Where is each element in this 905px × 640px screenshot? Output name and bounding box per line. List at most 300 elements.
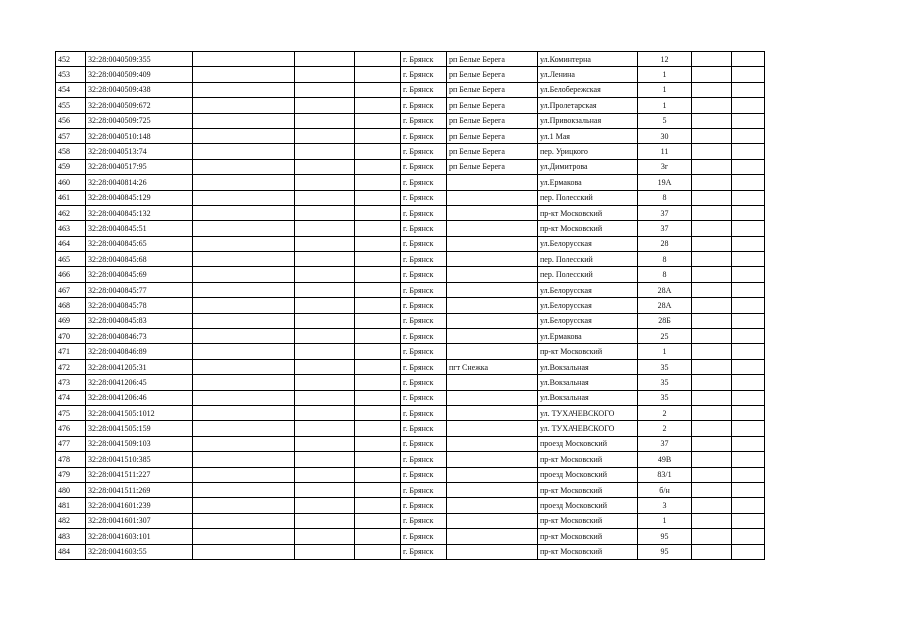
- empty-cell-4: [692, 452, 732, 467]
- settlement-cell: [447, 467, 538, 482]
- settlement-cell: [447, 175, 538, 190]
- empty-cell-1: [193, 236, 295, 251]
- street-cell: пр-кт Московский: [538, 529, 638, 544]
- empty-cell-2: [295, 405, 355, 420]
- empty-cell-3: [355, 482, 401, 497]
- empty-cell-5: [732, 82, 765, 97]
- house-number-cell: 12: [638, 52, 692, 67]
- empty-cell-2: [295, 452, 355, 467]
- cadastral-number-cell: 32:28:0040845:51: [86, 221, 193, 236]
- settlement-cell: рп Белые Берега: [447, 52, 538, 67]
- cadastral-number-cell: 32:28:0040846:73: [86, 329, 193, 344]
- empty-cell-1: [193, 221, 295, 236]
- empty-cell-2: [295, 436, 355, 451]
- row-number-cell: 470: [56, 329, 86, 344]
- row-number-cell: 475: [56, 405, 86, 420]
- empty-cell-4: [692, 128, 732, 143]
- empty-cell-1: [193, 313, 295, 328]
- cadastral-number-cell: 32:28:0041205:31: [86, 359, 193, 374]
- empty-cell-1: [193, 113, 295, 128]
- settlement-cell: рп Белые Берега: [447, 113, 538, 128]
- row-number-cell: 464: [56, 236, 86, 251]
- empty-cell-4: [692, 313, 732, 328]
- empty-cell-2: [295, 128, 355, 143]
- table-row: [56, 436, 765, 451]
- empty-cell-4: [692, 482, 732, 497]
- settlement-cell: [447, 205, 538, 220]
- empty-cell-3: [355, 390, 401, 405]
- house-number-cell: 3: [638, 498, 692, 513]
- empty-cell-1: [193, 344, 295, 359]
- cadastral-number-cell: 32:28:0041206:46: [86, 390, 193, 405]
- table-row: [56, 67, 765, 82]
- empty-cell-3: [355, 544, 401, 559]
- row-number-cell: 482: [56, 513, 86, 528]
- empty-cell-4: [692, 82, 732, 97]
- house-number-cell: 8: [638, 252, 692, 267]
- empty-cell-5: [732, 513, 765, 528]
- house-number-cell: 1: [638, 513, 692, 528]
- city-cell: г. Брянск: [401, 313, 447, 328]
- house-number-cell: 28Б: [638, 313, 692, 328]
- house-number-cell: 11: [638, 144, 692, 159]
- empty-cell-2: [295, 98, 355, 113]
- cadastral-number-cell: 32:28:0041505:1012: [86, 405, 193, 420]
- empty-cell-1: [193, 375, 295, 390]
- empty-cell-3: [355, 236, 401, 251]
- table-row: [56, 98, 765, 113]
- house-number-cell: б/н: [638, 482, 692, 497]
- empty-cell-4: [692, 513, 732, 528]
- empty-cell-4: [692, 544, 732, 559]
- city-cell: г. Брянск: [401, 498, 447, 513]
- empty-cell-3: [355, 98, 401, 113]
- house-number-cell: 2: [638, 405, 692, 420]
- street-cell: ул.Коминтерна: [538, 52, 638, 67]
- empty-cell-2: [295, 298, 355, 313]
- city-cell: г. Брянск: [401, 267, 447, 282]
- empty-cell-4: [692, 159, 732, 174]
- empty-cell-1: [193, 205, 295, 220]
- house-number-cell: 28А: [638, 282, 692, 297]
- table-row: [56, 159, 765, 174]
- city-cell: г. Брянск: [401, 421, 447, 436]
- street-cell: пер. Полесский: [538, 267, 638, 282]
- street-cell: ул.Ермакова: [538, 329, 638, 344]
- settlement-cell: [447, 452, 538, 467]
- house-number-cell: 49В: [638, 452, 692, 467]
- empty-cell-3: [355, 190, 401, 205]
- settlement-cell: рп Белые Берега: [447, 159, 538, 174]
- empty-cell-2: [295, 221, 355, 236]
- empty-cell-4: [692, 282, 732, 297]
- empty-cell-1: [193, 82, 295, 97]
- settlement-cell: рп Белые Берега: [447, 128, 538, 143]
- house-number-cell: 19А: [638, 175, 692, 190]
- street-cell: пр-кт Московский: [538, 221, 638, 236]
- city-cell: г. Брянск: [401, 113, 447, 128]
- settlement-cell: [447, 375, 538, 390]
- empty-cell-5: [732, 436, 765, 451]
- empty-cell-4: [692, 359, 732, 374]
- empty-cell-5: [732, 267, 765, 282]
- city-cell: г. Брянск: [401, 67, 447, 82]
- settlement-cell: [447, 436, 538, 451]
- cadastral-number-cell: 32:28:0040845:129: [86, 190, 193, 205]
- row-number-cell: 477: [56, 436, 86, 451]
- cadastral-number-cell: 32:28:0041509:103: [86, 436, 193, 451]
- city-cell: г. Брянск: [401, 159, 447, 174]
- settlement-cell: [447, 221, 538, 236]
- city-cell: г. Брянск: [401, 375, 447, 390]
- house-number-cell: 8: [638, 190, 692, 205]
- empty-cell-4: [692, 405, 732, 420]
- settlement-cell: [447, 190, 538, 205]
- empty-cell-3: [355, 267, 401, 282]
- city-cell: г. Брянск: [401, 298, 447, 313]
- empty-cell-2: [295, 52, 355, 67]
- row-number-cell: 476: [56, 421, 86, 436]
- street-cell: ул.Привокзальная: [538, 113, 638, 128]
- table-row: [56, 482, 765, 497]
- house-number-cell: 37: [638, 436, 692, 451]
- house-number-cell: 35: [638, 375, 692, 390]
- empty-cell-4: [692, 98, 732, 113]
- empty-cell-2: [295, 82, 355, 97]
- settlement-cell: [447, 405, 538, 420]
- empty-cell-3: [355, 175, 401, 190]
- city-cell: г. Брянск: [401, 513, 447, 528]
- row-number-cell: 459: [56, 159, 86, 174]
- street-cell: пр-кт Московский: [538, 482, 638, 497]
- house-number-cell: 1: [638, 98, 692, 113]
- empty-cell-5: [732, 452, 765, 467]
- city-cell: г. Брянск: [401, 452, 447, 467]
- empty-cell-5: [732, 52, 765, 67]
- empty-cell-2: [295, 67, 355, 82]
- empty-cell-2: [295, 175, 355, 190]
- table-row: [56, 359, 765, 374]
- empty-cell-5: [732, 359, 765, 374]
- empty-cell-5: [732, 252, 765, 267]
- empty-cell-2: [295, 329, 355, 344]
- table-row: [56, 236, 765, 251]
- cadastral-number-cell: 32:28:0040509:355: [86, 52, 193, 67]
- empty-cell-5: [732, 344, 765, 359]
- street-cell: пер. Урицкого: [538, 144, 638, 159]
- row-number-cell: 460: [56, 175, 86, 190]
- empty-cell-2: [295, 513, 355, 528]
- empty-cell-1: [193, 98, 295, 113]
- empty-cell-1: [193, 498, 295, 513]
- cadastral-number-cell: 32:28:0040513:74: [86, 144, 193, 159]
- house-number-cell: 83/1: [638, 467, 692, 482]
- empty-cell-1: [193, 52, 295, 67]
- table-row: [56, 113, 765, 128]
- table-row: [56, 298, 765, 313]
- empty-cell-4: [692, 190, 732, 205]
- row-number-cell: 481: [56, 498, 86, 513]
- empty-cell-2: [295, 544, 355, 559]
- empty-cell-2: [295, 159, 355, 174]
- city-cell: г. Брянск: [401, 98, 447, 113]
- street-cell: проезд Московский: [538, 436, 638, 451]
- row-number-cell: 469: [56, 313, 86, 328]
- street-cell: пр-кт Московский: [538, 344, 638, 359]
- empty-cell-1: [193, 329, 295, 344]
- cadastral-number-cell: 32:28:0040510:148: [86, 128, 193, 143]
- empty-cell-2: [295, 467, 355, 482]
- empty-cell-3: [355, 344, 401, 359]
- table-row: [56, 144, 765, 159]
- city-cell: г. Брянск: [401, 344, 447, 359]
- empty-cell-4: [692, 67, 732, 82]
- table-row: [56, 267, 765, 282]
- empty-cell-4: [692, 529, 732, 544]
- empty-cell-5: [732, 175, 765, 190]
- row-number-cell: 461: [56, 190, 86, 205]
- empty-cell-5: [732, 482, 765, 497]
- settlement-cell: [447, 498, 538, 513]
- cadastral-number-cell: 32:28:0041206:45: [86, 375, 193, 390]
- house-number-cell: 25: [638, 329, 692, 344]
- street-cell: пр-кт Московский: [538, 544, 638, 559]
- city-cell: г. Брянск: [401, 252, 447, 267]
- row-number-cell: 463: [56, 221, 86, 236]
- table-row: [56, 128, 765, 143]
- house-number-cell: 37: [638, 221, 692, 236]
- empty-cell-3: [355, 252, 401, 267]
- street-cell: ул.Вокзальная: [538, 359, 638, 374]
- empty-cell-5: [732, 467, 765, 482]
- city-cell: г. Брянск: [401, 144, 447, 159]
- house-number-cell: 95: [638, 544, 692, 559]
- empty-cell-4: [692, 52, 732, 67]
- empty-cell-4: [692, 344, 732, 359]
- empty-cell-4: [692, 375, 732, 390]
- city-cell: г. Брянск: [401, 236, 447, 251]
- row-number-cell: 480: [56, 482, 86, 497]
- cadastral-number-cell: 32:28:0040509:725: [86, 113, 193, 128]
- city-cell: г. Брянск: [401, 436, 447, 451]
- empty-cell-2: [295, 390, 355, 405]
- cadastral-number-cell: 32:28:0040509:672: [86, 98, 193, 113]
- cadastral-number-cell: 32:28:0041601:239: [86, 498, 193, 513]
- empty-cell-2: [295, 482, 355, 497]
- house-number-cell: 2: [638, 421, 692, 436]
- settlement-cell: [447, 313, 538, 328]
- street-cell: ул.Вокзальная: [538, 390, 638, 405]
- street-cell: ул. ТУХАЧЕВСКОГО: [538, 405, 638, 420]
- settlement-cell: [447, 482, 538, 497]
- cadastral-number-cell: 32:28:0040517:95: [86, 159, 193, 174]
- empty-cell-3: [355, 298, 401, 313]
- row-number-cell: 473: [56, 375, 86, 390]
- empty-cell-5: [732, 298, 765, 313]
- empty-cell-2: [295, 205, 355, 220]
- empty-cell-1: [193, 252, 295, 267]
- empty-cell-4: [692, 390, 732, 405]
- house-number-cell: 1: [638, 82, 692, 97]
- empty-cell-2: [295, 498, 355, 513]
- empty-cell-2: [295, 144, 355, 159]
- street-cell: пер. Полесский: [538, 190, 638, 205]
- settlement-cell: [447, 344, 538, 359]
- empty-cell-5: [732, 498, 765, 513]
- city-cell: г. Брянск: [401, 329, 447, 344]
- empty-cell-1: [193, 529, 295, 544]
- cadastral-number-cell: 32:28:0041601:307: [86, 513, 193, 528]
- empty-cell-2: [295, 313, 355, 328]
- empty-cell-4: [692, 467, 732, 482]
- empty-cell-4: [692, 113, 732, 128]
- row-number-cell: 474: [56, 390, 86, 405]
- settlement-cell: [447, 329, 538, 344]
- city-cell: г. Брянск: [401, 221, 447, 236]
- settlement-cell: [447, 282, 538, 297]
- empty-cell-5: [732, 190, 765, 205]
- settlement-cell: пгт Снежка: [447, 359, 538, 374]
- empty-cell-3: [355, 221, 401, 236]
- table-row: [56, 52, 765, 67]
- table-row: [56, 513, 765, 528]
- row-number-cell: 458: [56, 144, 86, 159]
- row-number-cell: 471: [56, 344, 86, 359]
- empty-cell-5: [732, 544, 765, 559]
- empty-cell-3: [355, 452, 401, 467]
- street-cell: проезд Московский: [538, 498, 638, 513]
- city-cell: г. Брянск: [401, 405, 447, 420]
- street-cell: ул.Белорусская: [538, 313, 638, 328]
- empty-cell-2: [295, 190, 355, 205]
- street-cell: проезд Московский: [538, 467, 638, 482]
- empty-cell-5: [732, 236, 765, 251]
- street-cell: ул.Белорусская: [538, 236, 638, 251]
- empty-cell-4: [692, 144, 732, 159]
- settlement-cell: рп Белые Берега: [447, 82, 538, 97]
- settlement-cell: рп Белые Берега: [447, 144, 538, 159]
- table-row: [56, 82, 765, 97]
- register-table: [55, 51, 765, 560]
- city-cell: г. Брянск: [401, 175, 447, 190]
- cadastral-number-cell: 32:28:0040845:77: [86, 282, 193, 297]
- city-cell: г. Брянск: [401, 467, 447, 482]
- empty-cell-3: [355, 513, 401, 528]
- city-cell: г. Брянск: [401, 128, 447, 143]
- empty-cell-4: [692, 298, 732, 313]
- table-row: [56, 221, 765, 236]
- table-row: [56, 405, 765, 420]
- row-number-cell: 484: [56, 544, 86, 559]
- city-cell: г. Брянск: [401, 82, 447, 97]
- empty-cell-5: [732, 421, 765, 436]
- settlement-cell: [447, 390, 538, 405]
- cadastral-number-cell: 32:28:0040845:69: [86, 267, 193, 282]
- cadastral-number-cell: 32:28:0040846:89: [86, 344, 193, 359]
- empty-cell-1: [193, 267, 295, 282]
- cadastral-number-cell: 32:28:0041505:159: [86, 421, 193, 436]
- empty-cell-2: [295, 113, 355, 128]
- empty-cell-1: [193, 436, 295, 451]
- cadastral-number-cell: 32:28:0040845:68: [86, 252, 193, 267]
- empty-cell-3: [355, 375, 401, 390]
- city-cell: г. Брянск: [401, 282, 447, 297]
- city-cell: г. Брянск: [401, 190, 447, 205]
- street-cell: пр-кт Московский: [538, 452, 638, 467]
- row-number-cell: 466: [56, 267, 86, 282]
- empty-cell-3: [355, 82, 401, 97]
- street-cell: ул.Белобережская: [538, 82, 638, 97]
- register-table-body: [56, 52, 765, 560]
- empty-cell-5: [732, 405, 765, 420]
- empty-cell-3: [355, 329, 401, 344]
- city-cell: г. Брянск: [401, 390, 447, 405]
- house-number-cell: 1: [638, 344, 692, 359]
- house-number-cell: 8: [638, 267, 692, 282]
- empty-cell-3: [355, 159, 401, 174]
- empty-cell-3: [355, 205, 401, 220]
- empty-cell-5: [732, 529, 765, 544]
- table-row: [56, 329, 765, 344]
- street-cell: ул.Ермакова: [538, 175, 638, 190]
- empty-cell-5: [732, 221, 765, 236]
- street-cell: ул.Ленина: [538, 67, 638, 82]
- house-number-cell: 30: [638, 128, 692, 143]
- empty-cell-3: [355, 529, 401, 544]
- empty-cell-1: [193, 298, 295, 313]
- street-cell: ул.Димитрова: [538, 159, 638, 174]
- cadastral-number-cell: 32:28:0040509:409: [86, 67, 193, 82]
- cadastral-number-cell: 32:28:0040845:83: [86, 313, 193, 328]
- house-number-cell: 37: [638, 205, 692, 220]
- settlement-cell: рп Белые Берега: [447, 98, 538, 113]
- row-number-cell: 452: [56, 52, 86, 67]
- table-row: [56, 205, 765, 220]
- empty-cell-2: [295, 252, 355, 267]
- row-number-cell: 457: [56, 128, 86, 143]
- house-number-cell: 1: [638, 67, 692, 82]
- row-number-cell: 478: [56, 452, 86, 467]
- empty-cell-1: [193, 482, 295, 497]
- city-cell: г. Брянск: [401, 205, 447, 220]
- street-cell: ул.Белорусская: [538, 282, 638, 297]
- empty-cell-2: [295, 344, 355, 359]
- table-row: [56, 452, 765, 467]
- table-row: [56, 544, 765, 559]
- empty-cell-4: [692, 175, 732, 190]
- house-number-cell: 28: [638, 236, 692, 251]
- city-cell: г. Брянск: [401, 482, 447, 497]
- cadastral-number-cell: 32:28:0041510:385: [86, 452, 193, 467]
- empty-cell-2: [295, 375, 355, 390]
- empty-cell-5: [732, 113, 765, 128]
- house-number-cell: 35: [638, 359, 692, 374]
- row-number-cell: 472: [56, 359, 86, 374]
- empty-cell-1: [193, 467, 295, 482]
- house-number-cell: 3г: [638, 159, 692, 174]
- house-number-cell: 5: [638, 113, 692, 128]
- row-number-cell: 479: [56, 467, 86, 482]
- empty-cell-3: [355, 405, 401, 420]
- cadastral-number-cell: 32:28:0040845:132: [86, 205, 193, 220]
- row-number-cell: 465: [56, 252, 86, 267]
- street-cell: ул.Пролетарская: [538, 98, 638, 113]
- empty-cell-1: [193, 513, 295, 528]
- table-row: [56, 421, 765, 436]
- empty-cell-3: [355, 436, 401, 451]
- empty-cell-2: [295, 236, 355, 251]
- empty-cell-1: [193, 144, 295, 159]
